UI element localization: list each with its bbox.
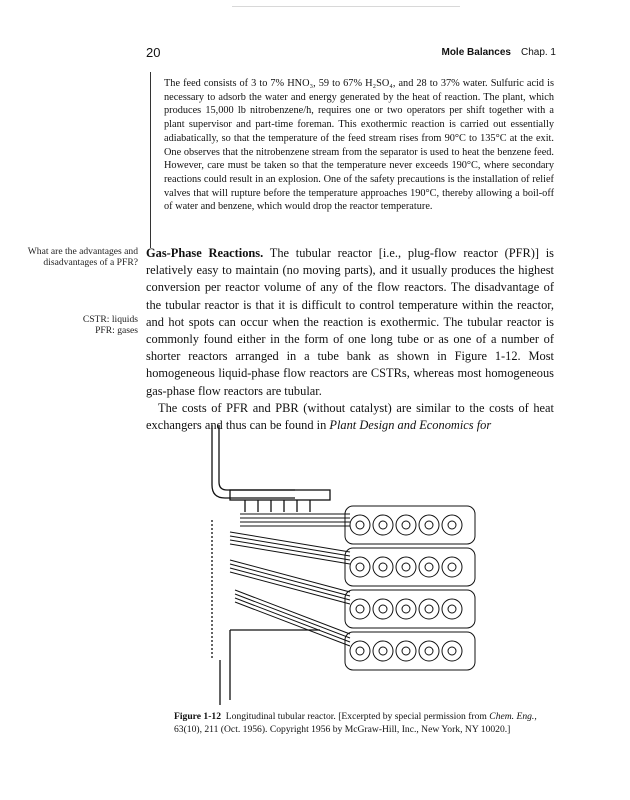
tube-rows (230, 506, 475, 670)
chapter-title: Mole Balances (441, 47, 511, 58)
return-bends (350, 515, 462, 661)
caption-text-a: Longitudinal tubular reactor. [Excerpted by special permission from (225, 711, 487, 722)
paragraph-2-text: The costs of PFR and PBR (without catalyst) are similar to the costs of heat exchangers and thus can be found in (146, 400, 554, 433)
paragraph-1 (146, 245, 554, 400)
margin-note-cstr: CSTR: liquids (82, 314, 138, 325)
figure-caption (174, 711, 554, 736)
page-number: 20 (146, 45, 161, 60)
book-title: Plant Design and Economics for (329, 418, 492, 433)
paragraph-1-text: The tubular reactor [i.e., plug-flow reactor (PFR)] is relatively easy to maintain (no moving parts), and it usually produces the highest conversion per reactor volume of any of the flow reactors. The disadvantage of the tubular reactor is that it is difficult to control temperature within the reactor, and hot spots can occur when the reaction is exothermic. The tubular reactor is commonly found either in the form of one long tube or as one of a number of shorter reactors arranged in a tube bank as shown in Figure 1-12. Most homogeneous liquid-phase flow reactors are CSTRs, whereas most homogeneous gas-phase flow reactors are tubular. (146, 246, 554, 398)
inlet-pipe (212, 425, 295, 498)
top-rule (232, 6, 460, 7)
manifold-legs (245, 500, 310, 512)
quoted-passage: The feed consists of 3 to 7% HNO₃, 59 to 67% H₂SO₄, and 28 to 37% water. Sulfuric acid is necessary to adsorb the water and energy generated by the heat of reaction. The plant, which produces 15,000 lb nitrobenzene/h, requires one or two operators per shift together with a plant supervisor and part-time foreman. This exothermic reaction is carried out essentially adiabatically, so that the temperature of the feed stream rises from 90°C to 135°C at the exit. One observes that the nitrobenzene stream from the separator is used to heat the benzene feed. However, care must be taken so that the temperature never exceeds 190°C, where secondary reactions could result in an explosion. One of the safety precautions is the installation of relief valves that will rupture before the temperature approaches 190°C, thereby allowing a boil-off of water and benzene, which would drop the reactor temperature. (164, 78, 554, 213)
tube-bank-row-1 (240, 506, 475, 544)
section-body (146, 245, 554, 434)
figure-label: Figure 1-12 (174, 711, 221, 722)
journal-name: Chem. Eng., (489, 711, 537, 722)
tubular-reactor-figure (200, 420, 490, 710)
margin-note-cstr-pfr (18, 314, 138, 336)
reactor-base (230, 630, 320, 700)
margin-note-pfr: PFR: gases (95, 325, 138, 336)
margin-note-pfr-question: What are the advantages and disadvantages of a PFR? (27, 246, 138, 268)
quote-sidebar-rule (150, 72, 151, 248)
section-heading: Gas-Phase Reactions. (146, 246, 264, 260)
running-head (441, 47, 556, 58)
caption-text-b: 63(10), 211 (Oct. 1956). Copyright 1956 by McGraw-Hill, Inc., New York, NY 10020.] (174, 723, 511, 735)
chapter-number: Chap. 1 (520, 47, 556, 58)
